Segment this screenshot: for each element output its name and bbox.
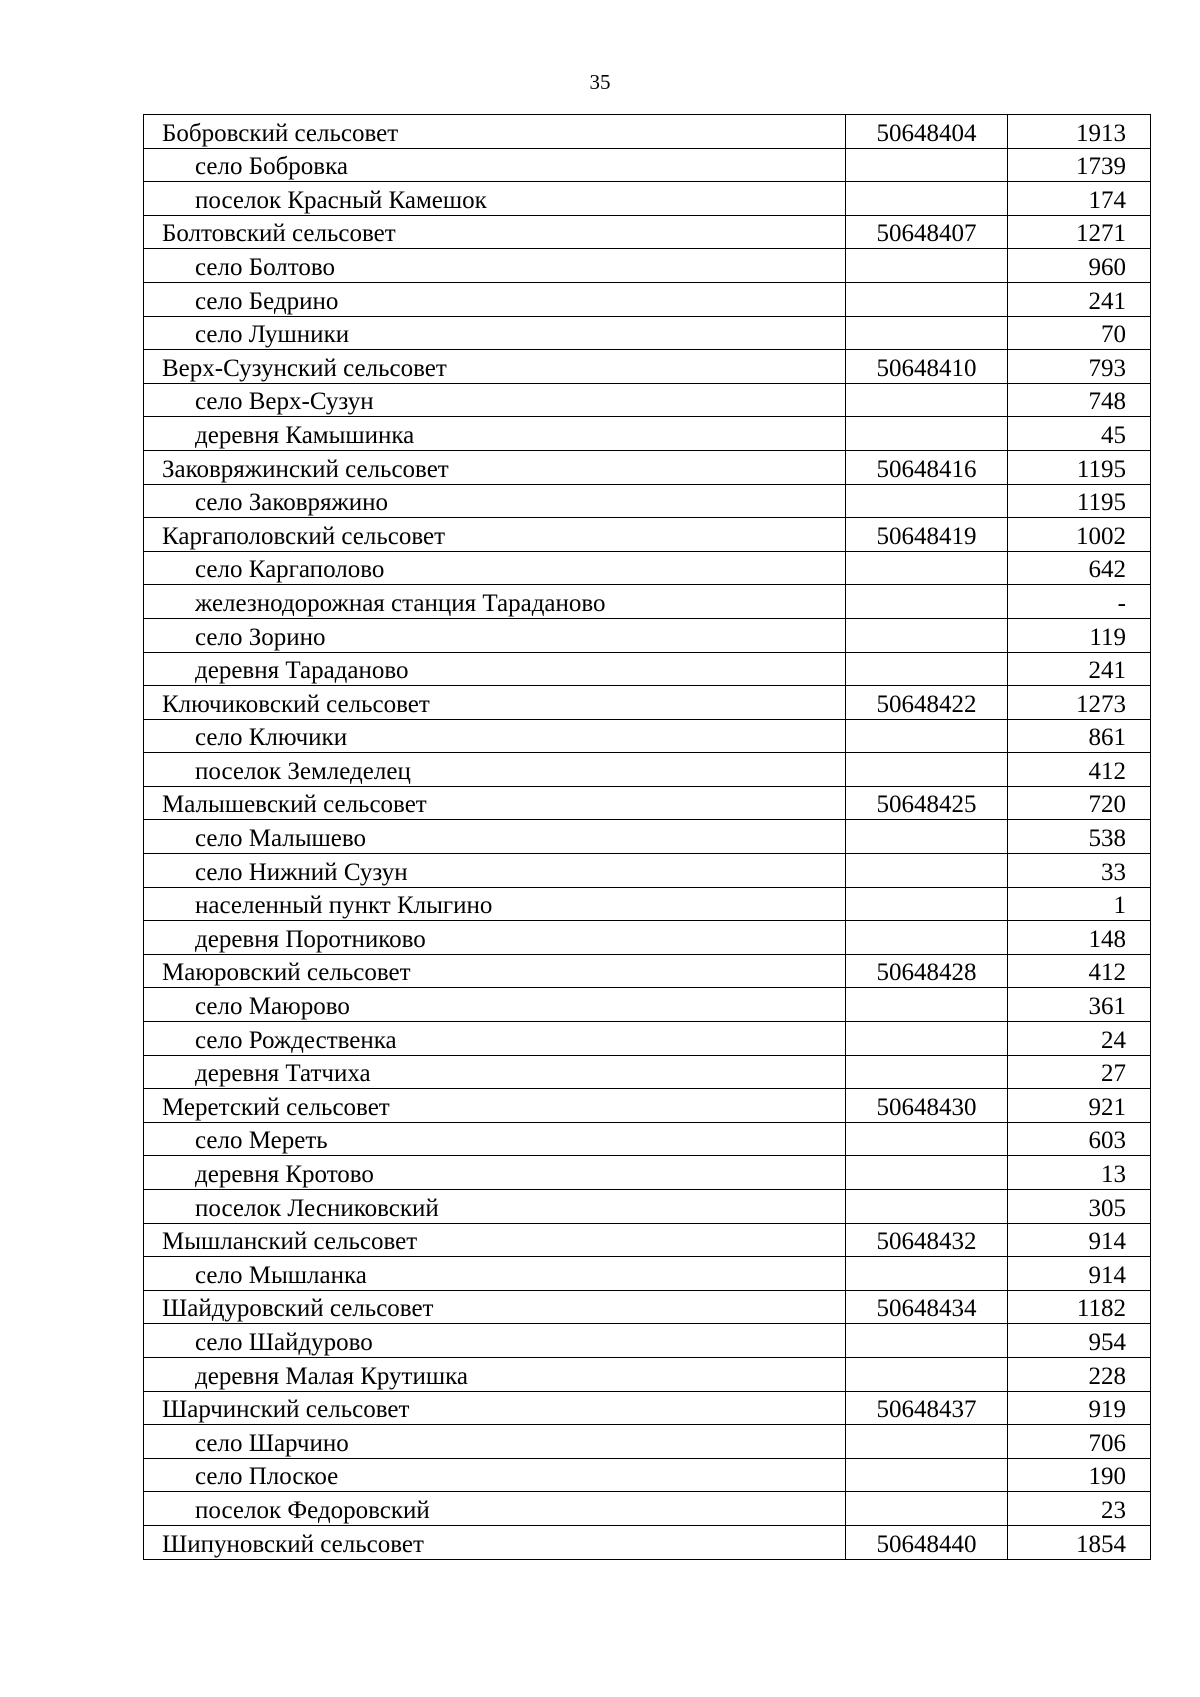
population-cell: 45: [1008, 417, 1151, 451]
oktmo-code-cell: 50648430: [846, 1089, 1008, 1123]
settlement-row: [144, 1190, 1151, 1224]
oktmo-code-cell: [846, 1055, 1008, 1089]
oktmo-code-cell: [846, 148, 1008, 182]
population-cell: 1854: [1008, 1525, 1151, 1559]
population-cell: 24: [1008, 1022, 1151, 1056]
settlement-name-cell: деревня Малая Крутишка: [144, 1357, 846, 1391]
population-cell: 914: [1008, 1257, 1151, 1291]
municipality-name-cell: Меретский сельсовет: [144, 1089, 846, 1123]
municipality-name-cell: Верх-Сузунский сельсовет: [144, 350, 846, 384]
settlement-name-cell: село Плоское: [144, 1458, 846, 1492]
municipality-row: [144, 1223, 1151, 1257]
settlement-name-cell: село Шайдурово: [144, 1324, 846, 1358]
oktmo-code-cell: [846, 316, 1008, 350]
population-cell: 33: [1008, 854, 1151, 888]
settlement-row: [144, 1022, 1151, 1056]
population-cell: 861: [1008, 719, 1151, 753]
population-cell: 190: [1008, 1458, 1151, 1492]
oktmo-code-cell: 50648428: [846, 954, 1008, 988]
oktmo-code-cell: 50648416: [846, 450, 1008, 484]
population-cell: 412: [1008, 753, 1151, 787]
settlement-row: [144, 182, 1151, 216]
population-cell: 174: [1008, 182, 1151, 216]
municipality-name-cell: Мышланский сельсовет: [144, 1223, 846, 1257]
oktmo-code-cell: [846, 887, 1008, 921]
settlement-name-cell: село Маюрово: [144, 988, 846, 1022]
population-cell: 1195: [1008, 484, 1151, 518]
settlement-row: [144, 1492, 1151, 1526]
settlement-name-cell: деревня Кротово: [144, 1156, 846, 1190]
oktmo-code-cell: [846, 1156, 1008, 1190]
settlement-name-cell: село Каргаполово: [144, 551, 846, 585]
population-cell: 919: [1008, 1391, 1151, 1425]
settlement-row: [144, 753, 1151, 787]
page-number: 35: [589, 70, 611, 94]
oktmo-code-cell: 50648410: [846, 350, 1008, 384]
municipality-name-cell: Ключиковский сельсовет: [144, 686, 846, 720]
settlement-row: [144, 1156, 1151, 1190]
population-cell: -: [1008, 585, 1151, 619]
municipality-name-cell: Заковряжинский сельсовет: [144, 450, 846, 484]
settlement-name-cell: село Рождественка: [144, 1022, 846, 1056]
settlement-row: [144, 1425, 1151, 1459]
settlement-row: [144, 618, 1151, 652]
municipality-row: [144, 1525, 1151, 1559]
municipality-row: [144, 1089, 1151, 1123]
settlement-row: [144, 1458, 1151, 1492]
municipality-name-cell: Малышевский сельсовет: [144, 786, 846, 820]
settlement-row: [144, 148, 1151, 182]
settlement-row: [144, 417, 1151, 451]
population-cell: 706: [1008, 1425, 1151, 1459]
settlement-name-cell: деревня Поротниково: [144, 921, 846, 955]
population-cell: 70: [1008, 316, 1151, 350]
population-cell: 23: [1008, 1492, 1151, 1526]
settlement-name-cell: населенный пункт Клыгино: [144, 887, 846, 921]
population-cell: 241: [1008, 652, 1151, 686]
oktmo-code-cell: [846, 249, 1008, 283]
municipality-name-cell: Каргаполовский сельсовет: [144, 518, 846, 552]
oktmo-code-cell: [846, 282, 1008, 316]
population-cell: 1271: [1008, 215, 1151, 249]
oktmo-code-cell: 50648440: [846, 1525, 1008, 1559]
settlement-name-cell: село Верх-Сузун: [144, 383, 846, 417]
oktmo-code-cell: [846, 921, 1008, 955]
population-cell: 148: [1008, 921, 1151, 955]
settlement-row: [144, 1257, 1151, 1291]
oktmo-code-cell: 50648407: [846, 215, 1008, 249]
population-cell: 1273: [1008, 686, 1151, 720]
oktmo-code-cell: [846, 753, 1008, 787]
table-body: [144, 115, 1151, 1560]
settlement-row: [144, 887, 1151, 921]
oktmo-code-cell: [846, 1458, 1008, 1492]
oktmo-code-cell: 50648404: [846, 115, 1008, 149]
municipality-row: [144, 215, 1151, 249]
oktmo-code-cell: 50648425: [846, 786, 1008, 820]
municipality-row: [144, 786, 1151, 820]
population-cell: 1195: [1008, 450, 1151, 484]
oktmo-code-cell: [846, 719, 1008, 753]
settlement-row: [144, 652, 1151, 686]
population-cell: 228: [1008, 1357, 1151, 1391]
settlement-row: [144, 484, 1151, 518]
municipality-name-cell: Шипуновский сельсовет: [144, 1525, 846, 1559]
oktmo-code-cell: [846, 988, 1008, 1022]
settlement-row: [144, 820, 1151, 854]
settlement-name-cell: село Лушники: [144, 316, 846, 350]
settlement-row: [144, 719, 1151, 753]
oktmo-code-cell: 50648422: [846, 686, 1008, 720]
oktmo-code-cell: [846, 820, 1008, 854]
population-cell: 1913: [1008, 115, 1151, 149]
settlement-row: [144, 921, 1151, 955]
settlement-row: [144, 316, 1151, 350]
population-cell: 1002: [1008, 518, 1151, 552]
population-cell: 13: [1008, 1156, 1151, 1190]
population-cell: 748: [1008, 383, 1151, 417]
population-cell: 1182: [1008, 1290, 1151, 1324]
population-cell: 960: [1008, 249, 1151, 283]
population-cell: 538: [1008, 820, 1151, 854]
oktmo-code-cell: [846, 1122, 1008, 1156]
oktmo-code-cell: [846, 383, 1008, 417]
oktmo-code-cell: 50648434: [846, 1290, 1008, 1324]
settlement-name-cell: село Нижний Сузун: [144, 854, 846, 888]
municipality-row: [144, 1391, 1151, 1425]
municipality-name-cell: Шайдуровский сельсовет: [144, 1290, 846, 1324]
population-cell: 921: [1008, 1089, 1151, 1123]
settlement-name-cell: поселок Земледелец: [144, 753, 846, 787]
settlement-name-cell: деревня Тараданово: [144, 652, 846, 686]
municipality-row: [144, 450, 1151, 484]
settlement-name-cell: поселок Федоровский: [144, 1492, 846, 1526]
settlement-row: [144, 1055, 1151, 1089]
municipality-row: [144, 518, 1151, 552]
population-cell: 27: [1008, 1055, 1151, 1089]
municipality-row: [144, 1290, 1151, 1324]
population-cell: 954: [1008, 1324, 1151, 1358]
oktmo-code-cell: [846, 1190, 1008, 1224]
settlement-row: [144, 383, 1151, 417]
population-cell: 1: [1008, 887, 1151, 921]
municipality-row: [144, 115, 1151, 149]
settlement-row: [144, 551, 1151, 585]
population-cell: 603: [1008, 1122, 1151, 1156]
settlement-row: [144, 988, 1151, 1022]
oktmo-code-cell: [846, 854, 1008, 888]
settlement-row: [144, 1324, 1151, 1358]
settlement-row: [144, 1122, 1151, 1156]
settlement-name-cell: деревня Камышинка: [144, 417, 846, 451]
oktmo-code-cell: [846, 1492, 1008, 1526]
oktmo-code-cell: [846, 1022, 1008, 1056]
population-cell: 305: [1008, 1190, 1151, 1224]
settlement-name-cell: село Заковряжино: [144, 484, 846, 518]
population-cell: 720: [1008, 786, 1151, 820]
population-cell: 412: [1008, 954, 1151, 988]
settlement-name-cell: село Ключики: [144, 719, 846, 753]
settlement-name-cell: железнодорожная станция Тараданово: [144, 585, 846, 619]
population-cell: 1739: [1008, 148, 1151, 182]
municipality-name-cell: Маюровский сельсовет: [144, 954, 846, 988]
oktmo-code-cell: 50648432: [846, 1223, 1008, 1257]
settlement-name-cell: поселок Красный Камешок: [144, 182, 846, 216]
oktmo-code-cell: [846, 618, 1008, 652]
municipality-name-cell: Шарчинский сельсовет: [144, 1391, 846, 1425]
oktmo-code-cell: [846, 1357, 1008, 1391]
oktmo-code-cell: [846, 417, 1008, 451]
oktmo-code-cell: 50648437: [846, 1391, 1008, 1425]
population-cell: 119: [1008, 618, 1151, 652]
settlement-name-cell: село Мереть: [144, 1122, 846, 1156]
settlement-row: [144, 1357, 1151, 1391]
settlement-row: [144, 282, 1151, 316]
municipality-row: [144, 686, 1151, 720]
settlement-name-cell: поселок Лесниковский: [144, 1190, 846, 1224]
population-cell: 241: [1008, 282, 1151, 316]
municipality-row: [144, 954, 1151, 988]
oktmo-code-cell: [846, 652, 1008, 686]
settlement-name-cell: село Бедрино: [144, 282, 846, 316]
population-cell: 914: [1008, 1223, 1151, 1257]
municipality-row: [144, 350, 1151, 384]
municipality-name-cell: Болтовский сельсовет: [144, 215, 846, 249]
settlement-row: [144, 585, 1151, 619]
oktmo-code-cell: [846, 585, 1008, 619]
oktmo-code-cell: [846, 551, 1008, 585]
settlement-name-cell: село Шарчино: [144, 1425, 846, 1459]
oktmo-code-cell: [846, 1324, 1008, 1358]
oktmo-code-cell: [846, 182, 1008, 216]
oktmo-code-cell: [846, 1257, 1008, 1291]
settlement-name-cell: село Зорино: [144, 618, 846, 652]
population-cell: 642: [1008, 551, 1151, 585]
settlement-row: [144, 249, 1151, 283]
settlements-table: [143, 114, 1151, 1560]
oktmo-code-cell: 50648419: [846, 518, 1008, 552]
population-cell: 361: [1008, 988, 1151, 1022]
settlement-row: [144, 854, 1151, 888]
oktmo-code-cell: [846, 1425, 1008, 1459]
oktmo-code-cell: [846, 484, 1008, 518]
settlement-name-cell: село Малышево: [144, 820, 846, 854]
settlement-name-cell: село Мышланка: [144, 1257, 846, 1291]
municipality-name-cell: Бобровский сельсовет: [144, 115, 846, 149]
settlement-name-cell: деревня Татчиха: [144, 1055, 846, 1089]
population-cell: 793: [1008, 350, 1151, 384]
settlement-name-cell: село Бобровка: [144, 148, 846, 182]
settlement-name-cell: село Болтово: [144, 249, 846, 283]
